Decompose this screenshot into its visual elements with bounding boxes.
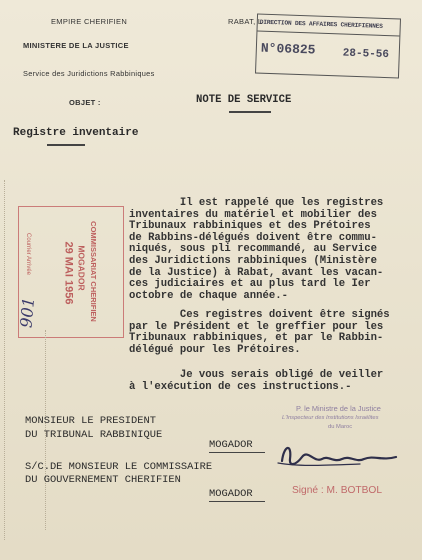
handwritten-signature [270,437,410,477]
recipient-2-city: MOGADOR [209,488,253,500]
header-empire: EMPIRE CHERIFIEN [51,17,128,26]
header-ministry: MINISTERE DE LA JUSTICE [23,41,129,50]
note-title-underline [229,111,271,113]
recipient-1-line1: MONSIEUR LE PRESIDENT [25,415,156,427]
recipient-2-city-underline [209,501,265,502]
reception-stamp [255,14,401,79]
handwritten-number: 901 [16,296,39,329]
note-title: NOTE DE SERVICE [196,94,292,106]
paragraph-2: Ces registres doivent être signés par le Président et le greffier pour les Tribunaux rabbiniques, et par le Rabbin- délégué pour les Prétoires. [129,309,390,356]
subject-line: Registre inventaire [13,127,139,139]
subject-underline [47,144,85,146]
header-service: Service des Juridictions Rabbiniques [23,69,155,78]
objet-label: OBJET : [69,98,101,107]
reception-stamp-line1: DIRECTION DES AFFAIRES CHERIFIENNES [259,18,383,30]
margin-bleed-1 [4,180,8,540]
recipient-2-line2: DU GOUVERNEMENT CHERIFIEN [25,474,181,486]
recipient-1-city-underline [209,452,265,453]
arrival-stamp-line2: MOGADOR [76,245,87,291]
recipient-2-line1: S/C.DE MONSIEUR LE COMMISSAIRE [25,461,213,473]
paragraph-1: Il est rappelé que les registres inventaires du matériel et mobilier des Tribunaux rabbiniques et des Prétoires de Rabbins-délégués doivent être commu- niqués, sous pli recommandé, au Service des Juridictions rabbiniques (Ministère de la Justice) à Rabat, avant les vacan- ces judiciaires et au plus tard le Ier octobre de chaque année.- [129,197,384,302]
paragraph-3: Je vous serais obligé de veiller à l'exécution de ces instructions.- [129,369,384,393]
arrival-stamp-date: 29 MAI 1956 [62,241,75,305]
reception-stamp-date: 28-5-56 [342,47,390,62]
reception-stamp-number: N°06825 [260,40,316,58]
arrival-stamp-side-text: Courrier Arrivée [25,232,32,276]
signature-for-line2: L'Inspecteur des Institutions Israélites [282,415,379,421]
place-date-label: RABAT, L [228,17,263,26]
signature-for-line3: du Maroc [328,424,353,430]
reception-stamp-divider [257,31,399,37]
recipient-1-line2: DU TRIBUNAL RABBINIQUE [25,429,163,441]
recipient-1-city: MOGADOR [209,439,253,451]
arrival-stamp-line1: COMMISSARIAT CHERIFIEN [88,221,98,322]
signature-for-line1: P. le Ministre de la Justice [296,404,381,413]
signed-line: Signé : M. BOTBOL [292,485,383,496]
